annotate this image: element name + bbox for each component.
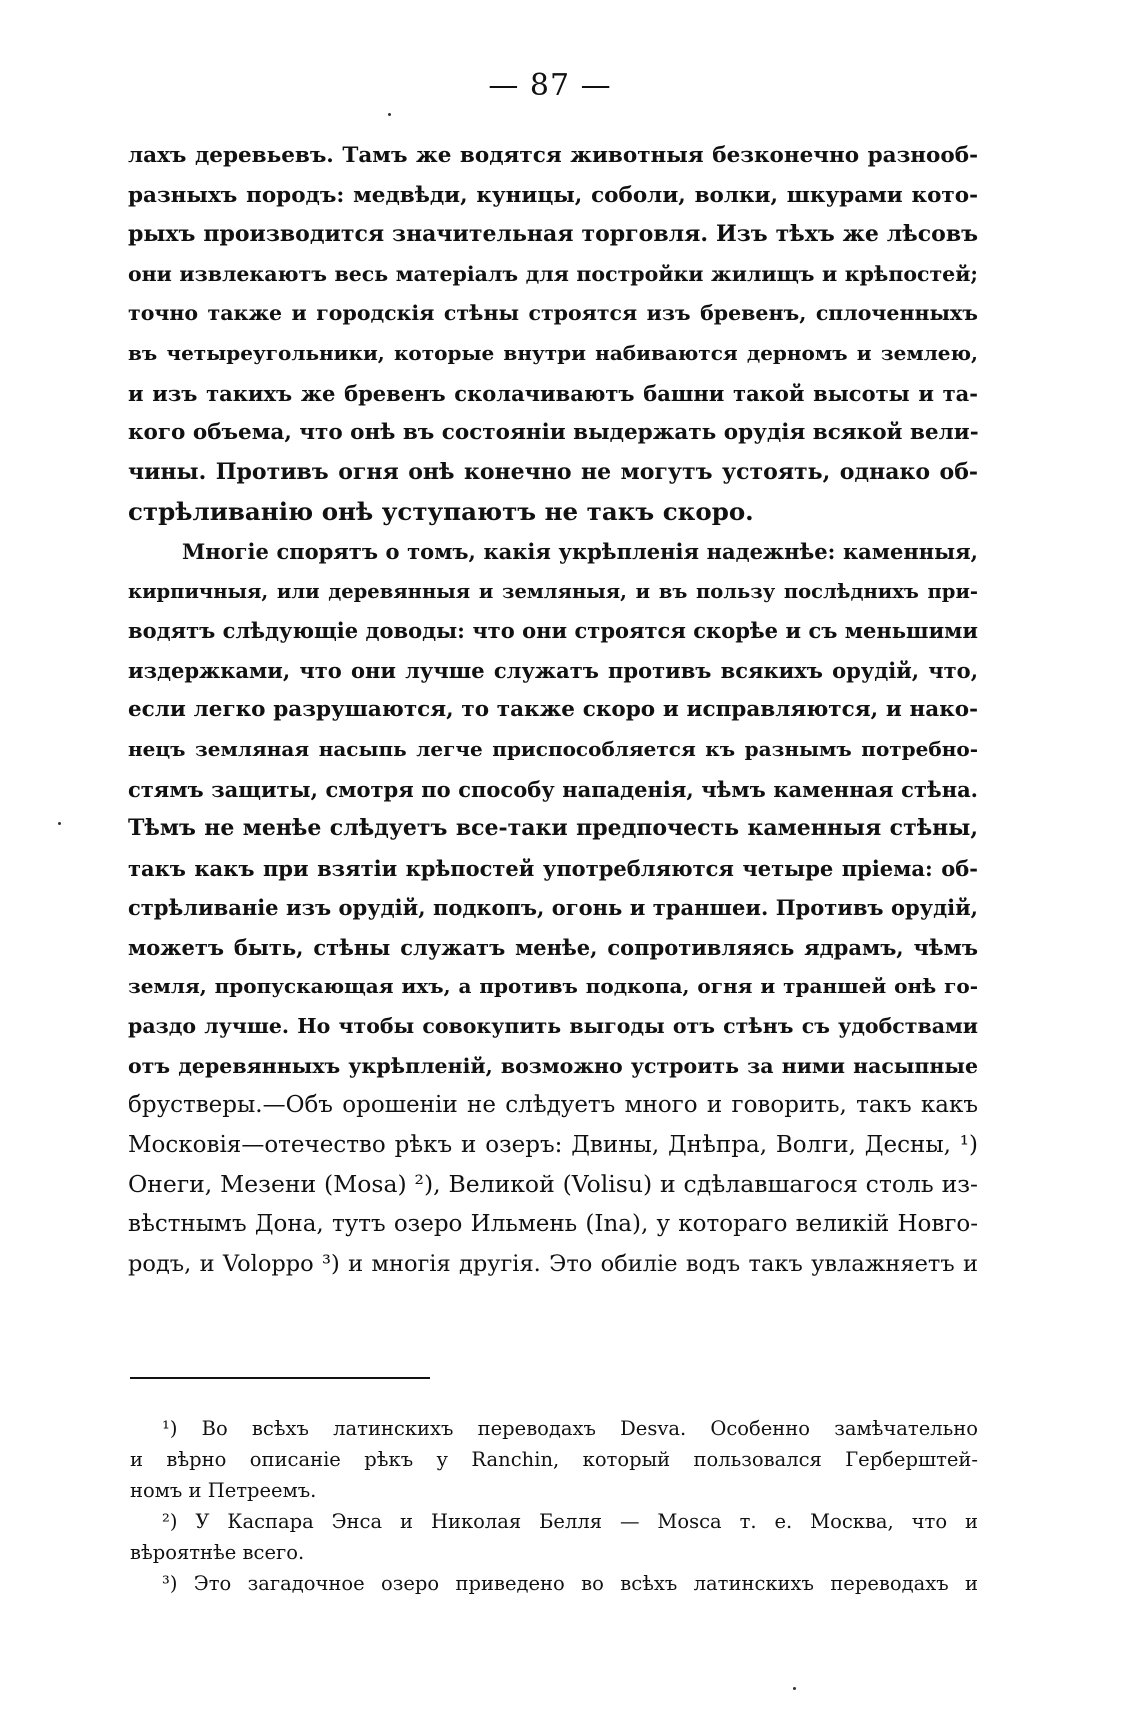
body-line: брустверы.—Объ орошеніи не слѣдуетъ много и говорить, такъ какъ: [128, 1092, 978, 1119]
body-line: вѣстнымъ Дона, тутъ озеро Ильмень (Ina), у котораго великій Новго-: [128, 1211, 978, 1238]
body-line: такъ какъ при взятіи крѣпостей употребляются четыре пріема: об-: [128, 855, 978, 881]
body-line: и изъ такихъ же бревенъ сколачиваютъ башни такой высоты и та-: [128, 380, 978, 406]
body-line: Тѣмъ не менѣе слѣдуетъ все-таки предпочесть каменныя стѣны,: [128, 815, 978, 842]
body-line: можетъ быть, стѣны служатъ менѣе, сопротивляясь ядрамъ, чѣмъ: [128, 934, 978, 960]
body-line: точно также и городскія стѣны строятся изъ бревенъ, сплоченныхъ: [128, 301, 978, 326]
scan-speck: [388, 113, 391, 116]
body-line: раздо лучше. Но чтобы совокупить выгоды отъ стѣнъ съ удобствами: [128, 1014, 978, 1039]
body-line: издержками, что они лучше служатъ противъ всякихъ орудій, что,: [128, 657, 978, 683]
body-line: стямъ защиты, смотря по способу нападенія, чѣмъ каменная стѣна.: [128, 776, 978, 802]
body-line: кирпичныя, или деревянныя и земляныя, и въ пользу послѣднихъ при-: [128, 579, 978, 603]
footnote-2-line: ²) У Каспара Энса и Николая Белля — Mosca т. е. Москва, что и: [162, 1510, 978, 1533]
footnote-2-line: вѣроятнѣе всего.: [130, 1541, 305, 1564]
body-line: водятъ слѣдующіе доводы: что они строятся скорѣе и съ меньшими: [128, 618, 978, 644]
body-line: чины. Противъ огня онѣ конечно не могутъ устоять, однако об-: [128, 458, 978, 485]
body-line: стрѣливаніе изъ орудій, подкопъ, огонь и траншеи. Противъ орудій,: [128, 895, 978, 921]
body-line: разныхъ породъ: медвѣди, куницы, соболи, волки, шкурами кото-: [128, 182, 978, 208]
footnote-1-line: ¹) Во всѣхъ латинскихъ переводахъ Desva. Особенно замѣчательно: [162, 1417, 978, 1440]
footnote-1-line: номъ и Петреемъ.: [130, 1479, 317, 1502]
body-line: стрѣливанію онѣ уступаютъ не такъ скоро.: [128, 497, 754, 527]
page-number: — 87 —: [488, 68, 612, 103]
body-line: они извлекаютъ весь матеріалъ для постройки жилищъ и крѣпостей;: [128, 261, 978, 286]
footnotes: [130, 1413, 978, 1599]
body-line: Московія—отечество рѣкъ и озеръ: Двины, Днѣпра, Волги, Десны, ¹): [128, 1131, 978, 1158]
body-line: нецъ земляная насыпь легче приспособляется къ разнымъ потребно-: [128, 736, 978, 761]
main-text: [128, 136, 978, 1284]
body-line: въ четыреугольники, которые внутри набиваются дерномъ и землею,: [128, 340, 978, 365]
paragraph-first-line: Многіе спорятъ о томъ, какія укрѣпленія надежнѣе: каменныя,: [182, 538, 978, 564]
body-line: рыхъ производится значительная торговля. Изъ тѣхъ же лѣсовъ: [128, 221, 978, 248]
body-line: отъ деревянныхъ укрѣпленій, возможно устроить за ними насыпные: [128, 1053, 978, 1078]
body-line: Онеги, Мезени (Mosa) ²), Великой (Volisu) и сдѣлавшагося столь из-: [128, 1170, 978, 1199]
body-line: кого объема, что онѣ въ состояніи выдержать орудія всякой вели-: [128, 420, 979, 446]
footnote-1-line: и вѣрно описаніе рѣкъ у Ranchin, который пользовался Герберштей-: [130, 1448, 978, 1471]
body-line: родъ, и Voloppo ³) и многія другія. Это обиліе водъ такъ увлажняетъ и: [128, 1250, 978, 1277]
scan-speck: [793, 1687, 796, 1690]
body-line: если легко разрушаются, то также скоро и исправляются, и нако-: [128, 697, 978, 723]
body-line: лахъ деревьевъ. Тамъ же водятся животныя безконечно разнооб-: [128, 143, 978, 168]
footnote-separator: [130, 1377, 430, 1379]
body-line: земля, пропускающая ихъ, а противъ подкопа, огня и траншей онѣ го-: [128, 974, 978, 999]
footnote-3-line: ³) Это загадочное озеро приведено во всѣхъ латинскихъ переводахъ и: [162, 1572, 978, 1595]
scan-speck: [58, 822, 61, 825]
